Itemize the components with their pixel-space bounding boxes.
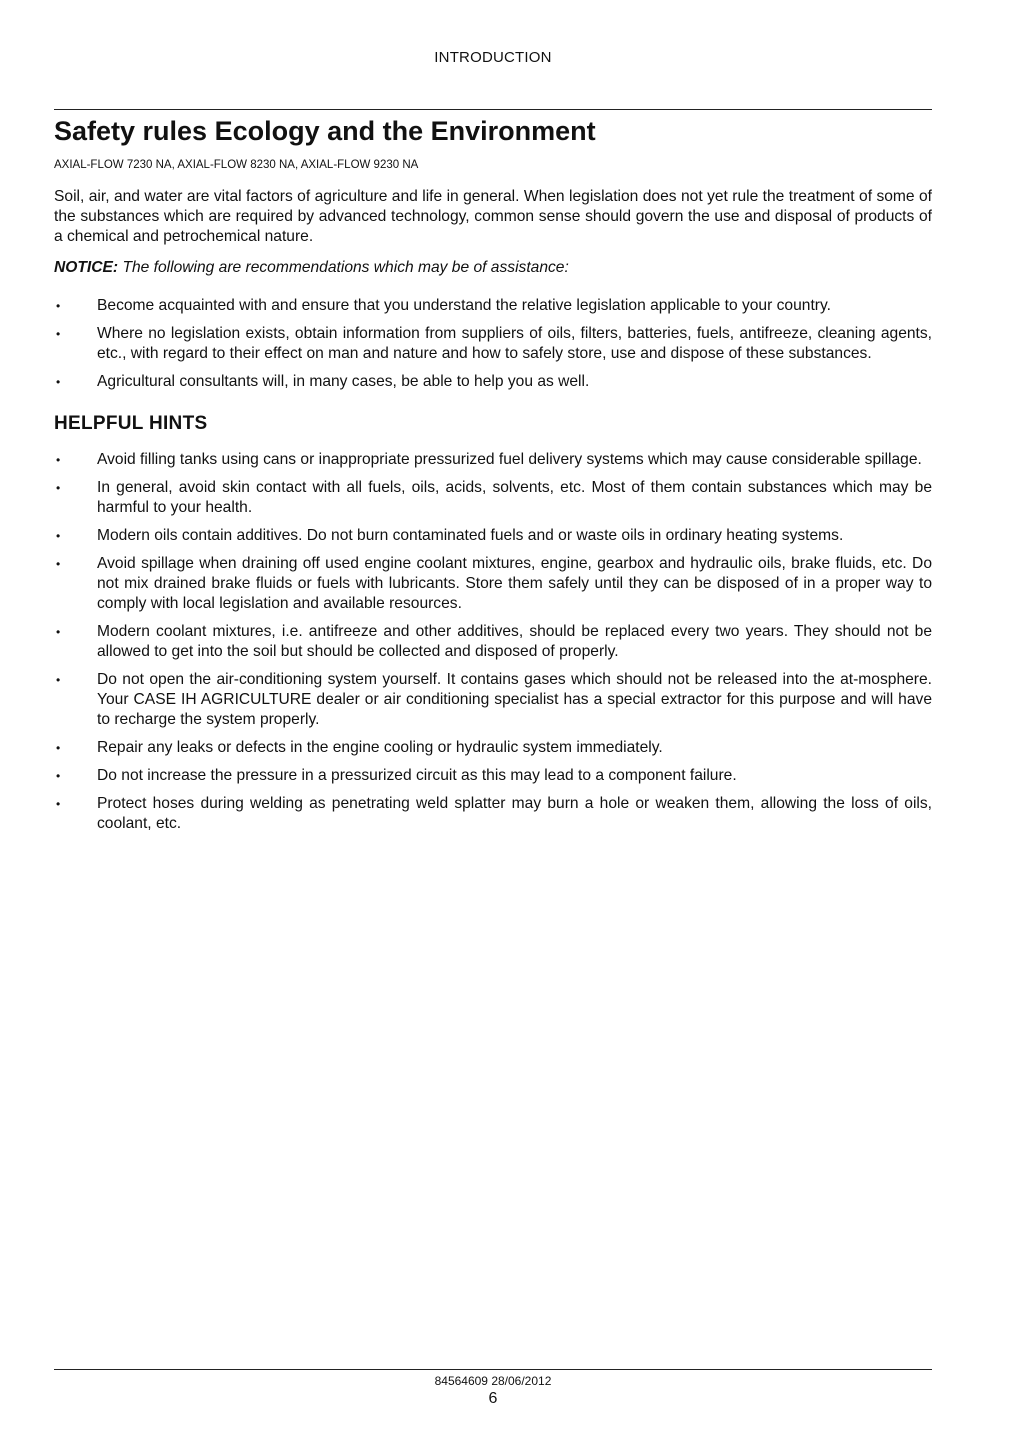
bullet-icon: • [56,673,61,687]
helpful-hints-heading: HELPFUL HINTS [54,413,208,434]
list-item-text: Protect hoses during welding as penetrating weld splatter may burn a hole or weaken them, allowing the loss of oils, coolant, etc. [97,795,932,832]
list-item-text: Where no legislation exists, obtain information from suppliers of oils, filters, batteries, fuels, antifreeze, cleaning agents, etc., with regard to their effect on man and nature and how to safely store, use and dispose of these substances. [97,325,932,362]
list-item-text: Repair any leaks or defects in the engine cooling or hydraulic system immediately. [97,739,663,756]
list-item [54,554,932,614]
list-item [54,324,932,364]
page-number: 6 [488,1390,498,1407]
list-item [54,670,932,730]
bullet-icon: • [56,375,61,389]
bullet-icon: • [56,741,61,755]
footer-divider [54,1369,932,1370]
list-item [54,738,932,758]
list-item-text: Do not open the air-conditioning system yourself. It contains gases which should not be released into the at-mosphere. Your CASE IH AGRICULTURE dealer or air conditioning specialist has a special extractor for this purpose and will have to recharge the system properly. [97,671,932,728]
list-item-text: Agricultural consultants will, in many cases, be able to help you as well. [97,373,590,390]
bullet-icon: • [56,769,61,783]
intro-paragraph: Soil, air, and water are vital factors of agriculture and life in general. When legislation does not yet rule the treatment of some of the substances which are required by advanced technology, common sense should govern the use and disposal of products of a chemical and petrochemical nature. [54,188,932,245]
list-item-text: In general, avoid skin contact with all fuels, oils, acids, solvents, etc. Most of them contain substances which may be harmful to your health. [97,479,932,516]
list-item [54,372,932,392]
list-item-text: Modern coolant mixtures, i.e. antifreeze and other additives, should be replaced every two years. They should not be allowed to get into the soil but should be collected and disposed of properly. [97,623,932,660]
bullet-icon: • [56,557,61,571]
bullet-icon: • [56,797,61,811]
list-item-text: Avoid spillage when draining off used engine coolant mixtures, engine, gearbox and hydraulic oils, brake fluids, etc. Do not mix drained brake fluids or fuels with lubricants. Store them safely until they can be disposed of in a proper way to comply with local legislation and available resources. [97,555,932,612]
header-divider [54,109,932,110]
list-item-text: Avoid filling tanks using cans or inappropriate pressurized fuel delivery systems which may cause considerable spillage. [97,451,922,468]
notice-text: The following are recommendations which may be of assistance: [118,259,569,276]
hints-list [54,450,932,834]
bullet-icon: • [56,453,61,467]
list-item [54,794,932,834]
running-header: INTRODUCTION [434,49,552,66]
bullet-icon: • [56,529,61,543]
list-item [54,622,932,662]
list-item [54,478,932,518]
model-list: AXIAL-FLOW 7230 NA, AXIAL-FLOW 8230 NA, AXIAL-FLOW 9230 NA [54,159,419,171]
notice [54,258,932,278]
list-item [54,526,932,546]
list-item [54,296,932,316]
bullet-icon: • [56,481,61,495]
page-title: Safety rules Ecology and the Environment [54,116,596,146]
notice-label: NOTICE: [54,259,119,276]
bullet-icon: • [56,625,61,639]
bullet-icon: • [56,299,61,313]
list-item-text: Modern oils contain additives. Do not burn contaminated fuels and or waste oils in ordinary heating systems. [97,527,844,544]
document-code: 84564609 28/06/2012 [434,1374,552,1388]
page-content [54,114,932,834]
list-item [54,450,932,470]
recommendations-list [54,296,932,392]
bullet-icon: • [56,327,61,341]
list-item-text: Do not increase the pressure in a pressurized circuit as this may lead to a component failure. [97,767,737,784]
list-item-text: Become acquainted with and ensure that you understand the relative legislation applicable to your country. [97,297,831,314]
list-item [54,766,932,786]
